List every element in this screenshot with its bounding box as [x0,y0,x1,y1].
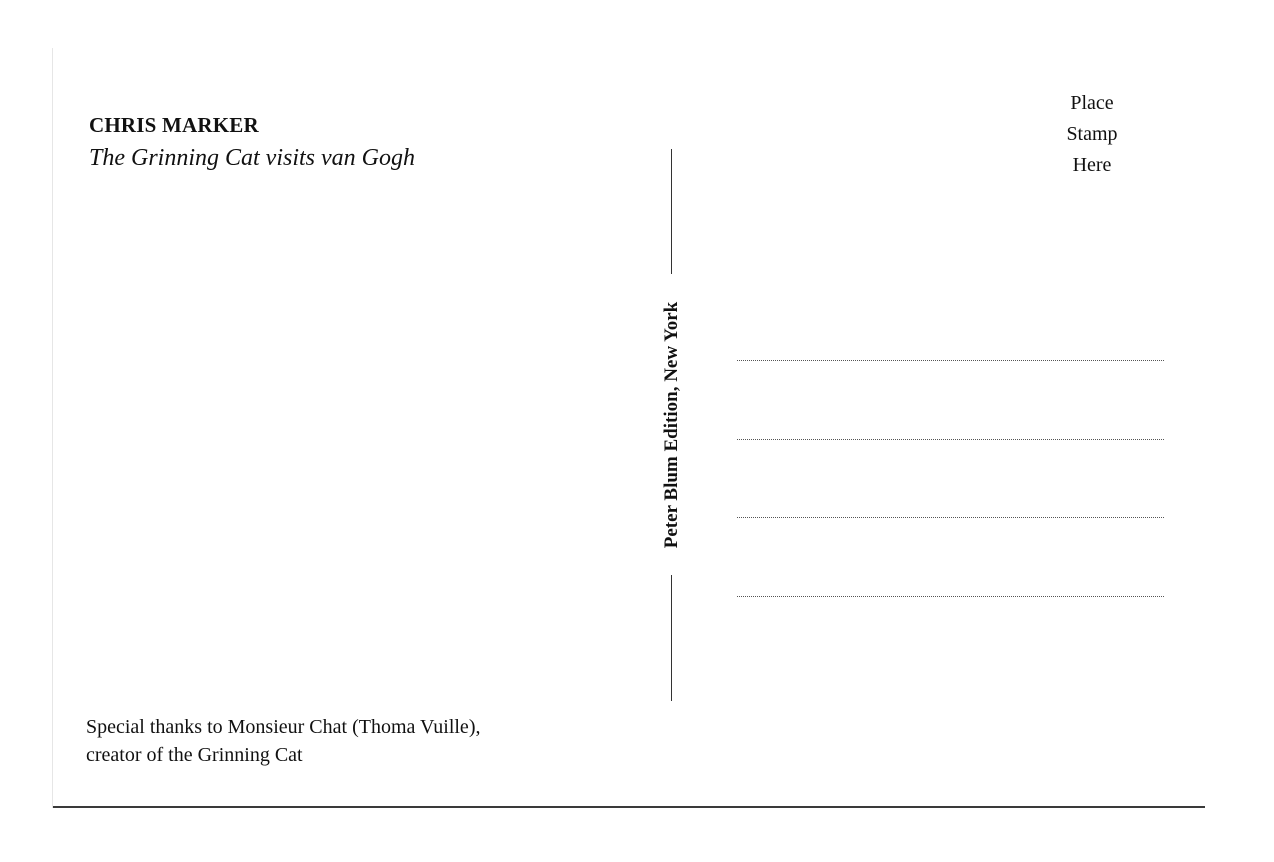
center-divider-bottom [671,575,672,701]
card-bottom-edge [53,806,1205,808]
stamp-placeholder [1052,88,1132,181]
address-line [737,517,1164,518]
address-line [737,596,1164,597]
artist-name: CHRIS MARKER [89,113,259,137]
address-line [737,439,1164,440]
center-divider-top [671,149,672,274]
stamp-label-line: Here [1072,154,1112,176]
credits-line: creator of the Grinning Cat [86,744,303,766]
credits-text [86,713,480,769]
card-left-edge [52,48,53,808]
publisher-label: Peter Blum Edition, New York [661,301,682,549]
stamp-label-line: Stamp [1066,123,1118,145]
credits-line: Special thanks to Monsieur Chat (Thoma Vuille), [86,716,481,738]
stamp-label-line: Place [1070,92,1114,114]
work-title: The Grinning Cat visits van Gogh [89,145,416,171]
address-line [737,360,1164,361]
